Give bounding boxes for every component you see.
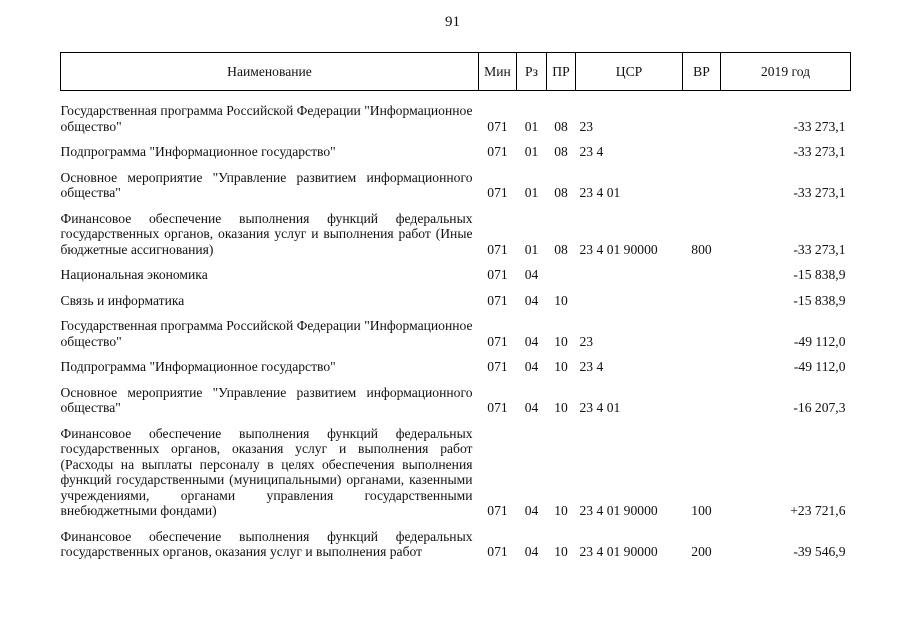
table-header-row xyxy=(61,53,851,91)
table-row xyxy=(61,134,851,160)
row-vr xyxy=(683,283,721,309)
row-min: 071 xyxy=(487,267,508,282)
row-csr xyxy=(576,283,683,309)
header-pr: ПР xyxy=(547,53,576,91)
row-csr: 23 4 xyxy=(579,144,604,159)
row-csr: 23 4 xyxy=(579,359,604,374)
budget-table xyxy=(60,52,851,560)
row-pr: 10 xyxy=(554,292,568,308)
row-csr: 23 4 01 90000 xyxy=(579,241,658,257)
row-pr: 10 xyxy=(554,400,568,415)
table-row xyxy=(61,91,851,135)
row-rz: 01 xyxy=(524,185,539,200)
row-csr: 23 4 01 90000 xyxy=(579,503,658,518)
row-vr xyxy=(683,308,721,349)
header-vr: ВР xyxy=(683,53,721,91)
row-vr xyxy=(683,91,721,135)
row-min: 071 xyxy=(487,544,508,559)
row-amount: -33 273,1 xyxy=(793,144,846,159)
row-amount: -15 838,9 xyxy=(793,292,846,308)
row-pr: 08 xyxy=(554,118,568,134)
row-name: Национальная экономика xyxy=(60,267,208,282)
page-number: 91 xyxy=(445,14,460,30)
row-csr: 23 xyxy=(579,333,594,349)
row-min: 071 xyxy=(487,333,508,349)
row-min: 071 xyxy=(487,185,508,200)
row-rz: 04 xyxy=(524,292,539,308)
row-name: Государственная программа Российской Федерации "Информационное общество" xyxy=(60,318,473,349)
table-row xyxy=(61,283,851,309)
row-rz: 01 xyxy=(524,144,539,159)
header-min: Мин xyxy=(479,53,517,91)
row-amount: +23 721,6 xyxy=(790,503,846,518)
row-vr: 100 xyxy=(691,503,712,518)
table-row xyxy=(61,375,851,416)
row-name: Финансовое обеспечение выполнения функций федеральных государственных органов, оказания услуг и выполнения работ (Расходы на выплаты персоналу в целях обеспечения выполнения функций государственными (муниципальными) органами, казенными учреждениями, органами управления государственными внебюджетными фондами) xyxy=(60,425,473,518)
table-row xyxy=(61,201,851,258)
row-vr xyxy=(683,134,721,160)
row-pr: 08 xyxy=(554,241,568,257)
row-name: Финансовое обеспечение выполнения функций федеральных государственных органов, оказания услуг и выполнения работ xyxy=(60,528,473,559)
row-amount: -33 273,1 xyxy=(793,185,846,200)
row-name: Подпрограмма "Информационное государство" xyxy=(60,359,336,374)
row-amount: -15 838,9 xyxy=(793,267,846,282)
row-amount: -16 207,3 xyxy=(793,400,846,415)
row-min: 071 xyxy=(487,241,508,257)
table-row xyxy=(61,160,851,201)
header-name: Наименование xyxy=(61,53,479,91)
row-min: 071 xyxy=(487,400,508,415)
row-rz: 04 xyxy=(524,333,539,349)
row-pr: 08 xyxy=(554,185,568,200)
row-name: Подпрограмма "Информационное государство" xyxy=(60,144,336,159)
row-amount: -49 112,0 xyxy=(793,359,846,374)
row-vr xyxy=(683,257,721,283)
row-vr xyxy=(683,375,721,416)
row-pr xyxy=(547,257,576,283)
row-name: Основное мероприятие "Управление развитием информационного общества" xyxy=(60,169,473,200)
row-vr: 200 xyxy=(691,544,712,559)
table-row xyxy=(61,308,851,349)
row-rz: 01 xyxy=(524,241,539,257)
row-pr: 08 xyxy=(554,144,568,159)
table-row xyxy=(61,349,851,375)
row-min: 071 xyxy=(487,118,508,134)
row-rz: 01 xyxy=(524,118,539,134)
row-rz: 04 xyxy=(524,359,539,374)
row-min: 071 xyxy=(487,144,508,159)
row-rz: 04 xyxy=(524,267,539,282)
row-min: 071 xyxy=(487,292,508,308)
header-year: 2019 год xyxy=(721,53,851,91)
row-pr: 10 xyxy=(554,503,568,518)
row-vr: 800 xyxy=(691,241,712,257)
table-row xyxy=(61,416,851,519)
row-amount: -33 273,1 xyxy=(793,118,846,134)
row-name: Основное мероприятие "Управление развитием информационного общества" xyxy=(60,384,473,415)
row-vr xyxy=(683,160,721,201)
row-min: 071 xyxy=(487,359,508,374)
row-rz: 04 xyxy=(524,400,539,415)
row-csr xyxy=(576,257,683,283)
row-csr: 23 4 01 90000 xyxy=(579,544,658,559)
header-rz: Рз xyxy=(517,53,547,91)
table-row xyxy=(61,257,851,283)
row-name: Финансовое обеспечение выполнения функций федеральных государственных органов, оказания услуг и выполнения работ (Иные бюджетные ассигнования) xyxy=(60,210,473,257)
table-row xyxy=(61,519,851,560)
row-pr: 10 xyxy=(554,333,568,349)
row-rz: 04 xyxy=(524,503,539,518)
row-pr: 10 xyxy=(554,359,568,374)
row-min: 071 xyxy=(487,503,508,518)
header-csr: ЦСР xyxy=(576,53,683,91)
row-csr: 23 4 01 xyxy=(579,400,621,415)
row-name: Государственная программа Российской Федерации "Информационное общество" xyxy=(60,103,473,134)
row-amount: -33 273,1 xyxy=(793,241,846,257)
row-csr: 23 xyxy=(579,118,594,134)
row-amount: -49 112,0 xyxy=(793,333,846,349)
row-vr xyxy=(683,349,721,375)
row-csr: 23 4 01 xyxy=(579,185,621,200)
row-name: Связь и информатика xyxy=(60,292,185,308)
row-pr: 10 xyxy=(554,544,568,559)
row-rz: 04 xyxy=(524,544,539,559)
row-amount: -39 546,9 xyxy=(793,544,846,559)
